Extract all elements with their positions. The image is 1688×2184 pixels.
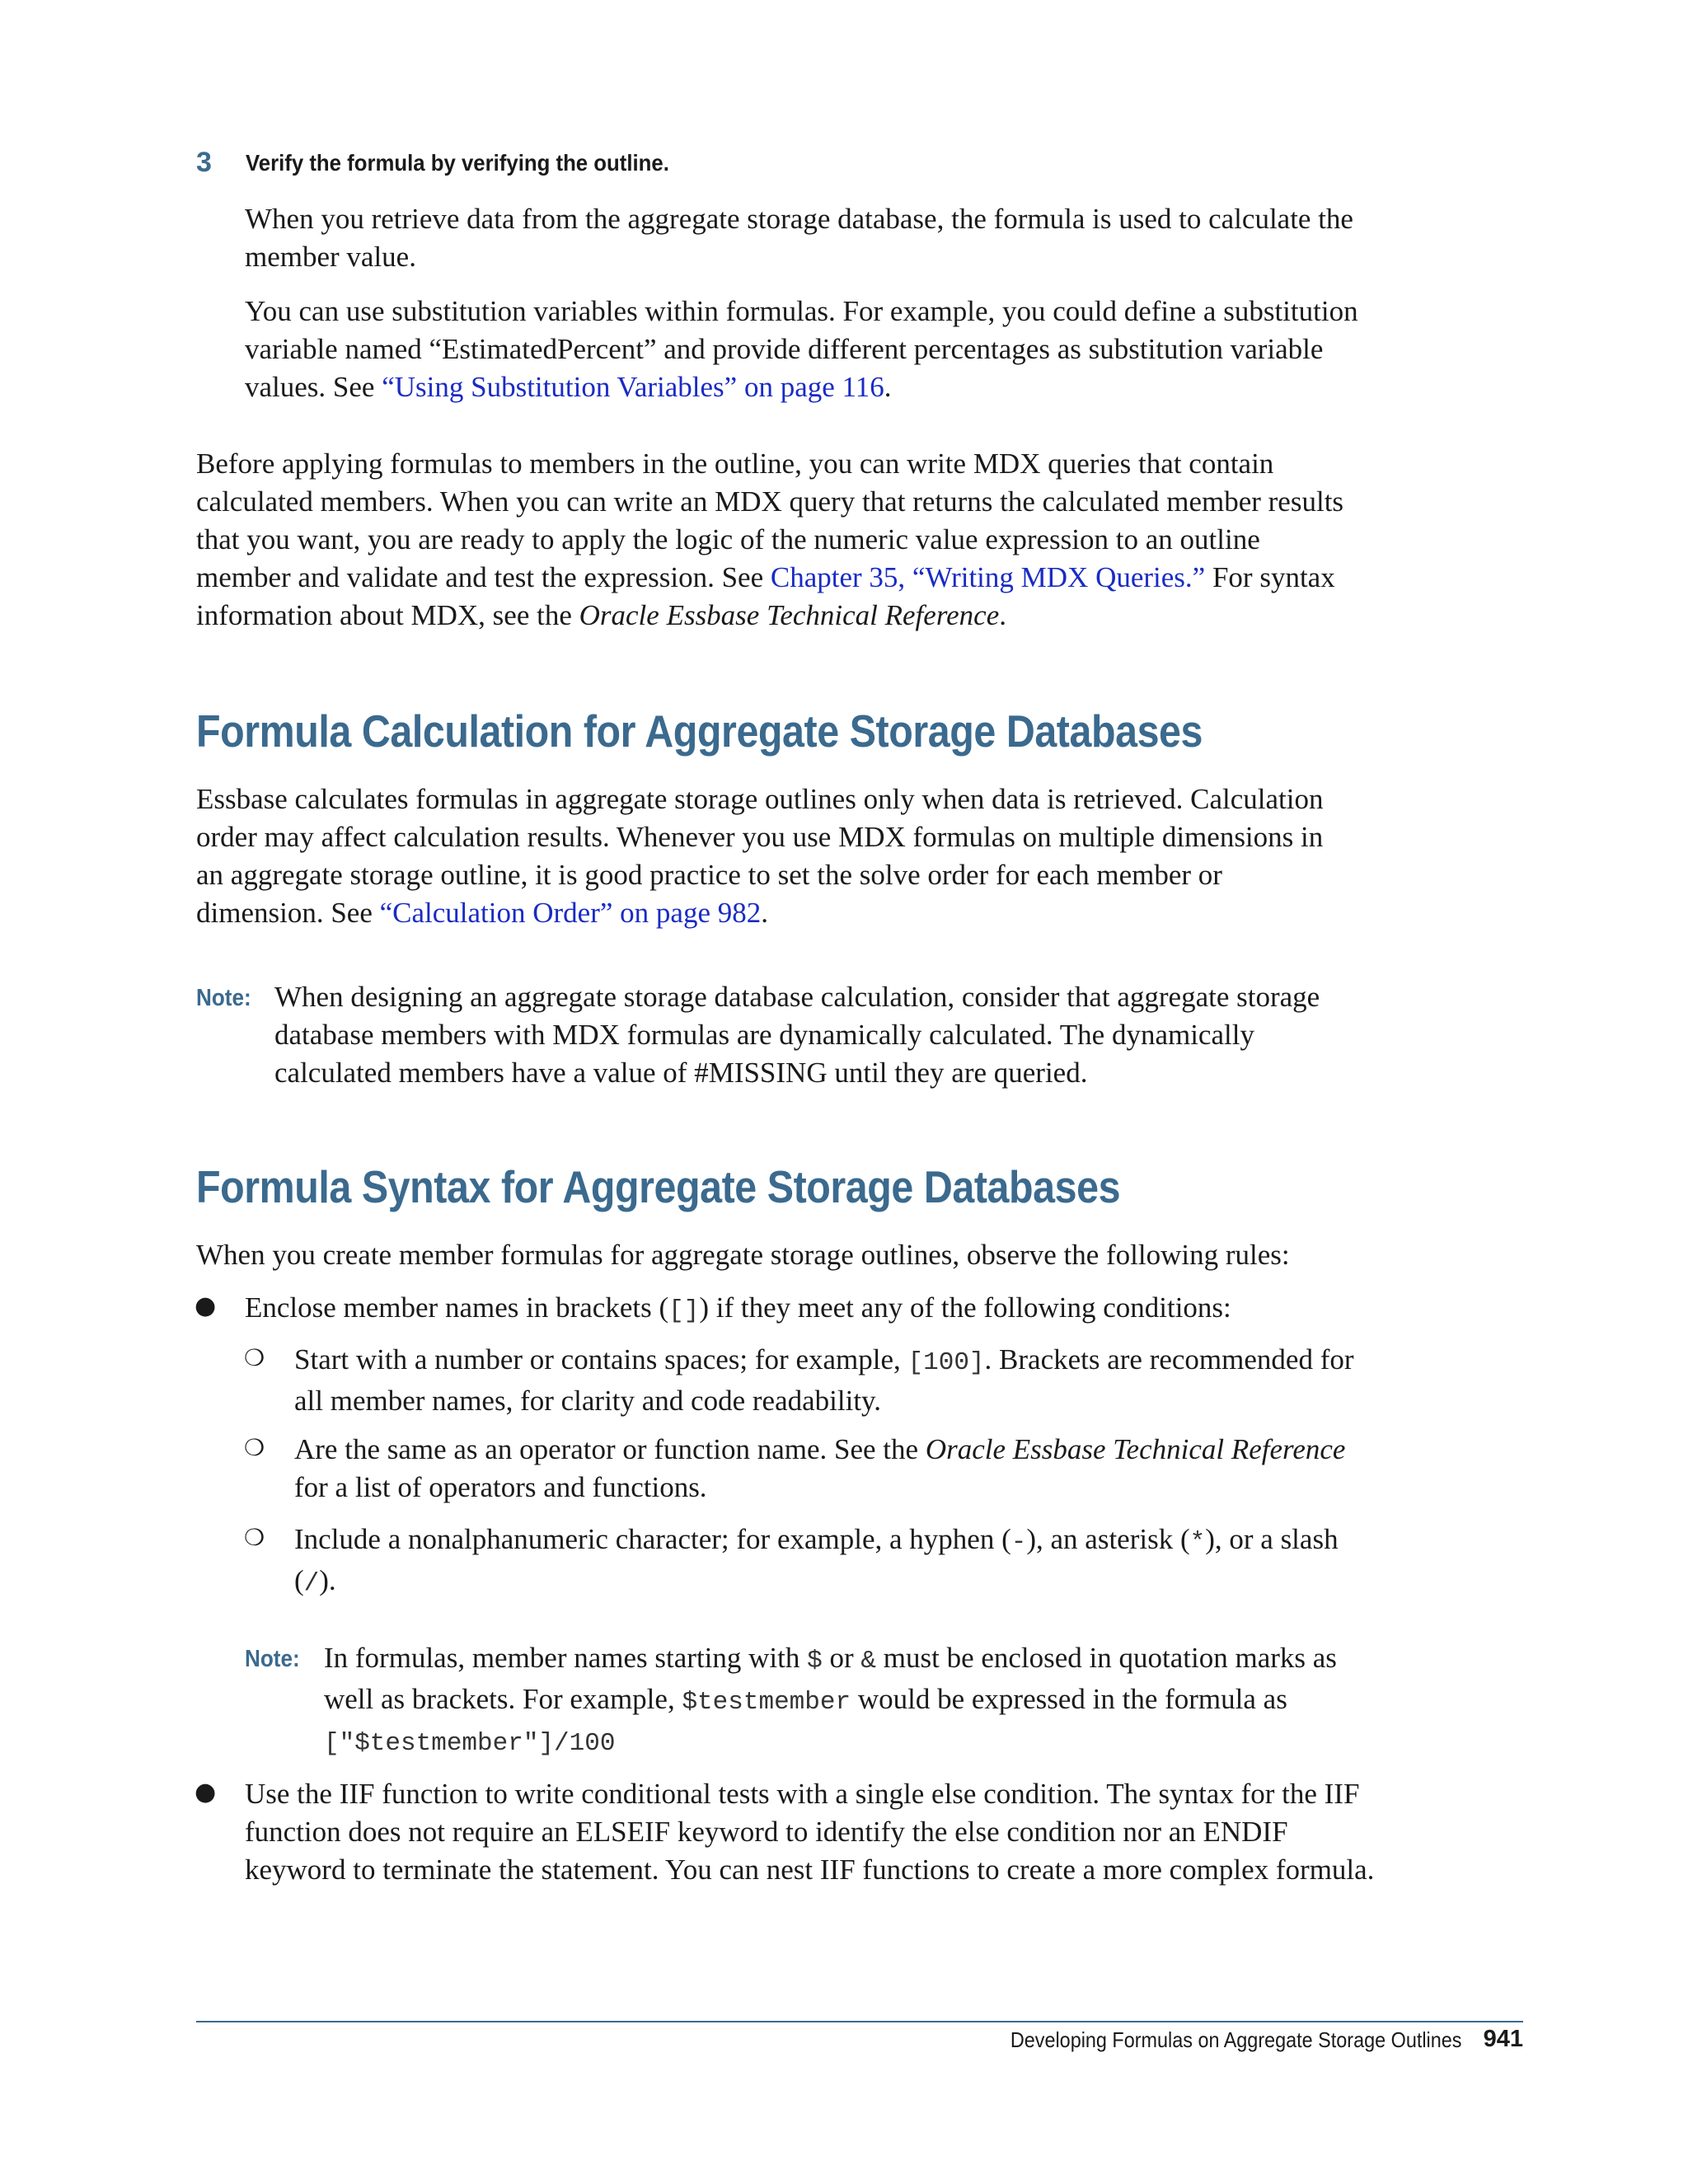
footer-chapter-title: Developing Formulas on Aggregate Storage Outlines bbox=[1010, 2027, 1461, 2052]
footer-page-number: 941 bbox=[1483, 2026, 1523, 2052]
link-using-substitution-variables[interactable]: “Using Substitution Variables” on page 116 bbox=[382, 371, 884, 403]
link-calculation-order[interactable]: “Calculation Order” on page 982 bbox=[379, 897, 762, 929]
sub-bullet-2-text: Are the same as an operator or function name. See the Oracle Essbase Technical Reference for a list of operators and functions. bbox=[294, 1433, 1346, 1503]
intro-paragraph: Before applying formulas to members in the outline, you can write MDX queries that contain calculated members. When you can write an MDX query that returns the calculated member results that you want, you are ready to apply the logic of the numeric value expression to an outline member and validate and test the expression. See Chapter 35, “Writing MDX Queries.” For syntax information about MDX, see the Oracle Essbase Technical Reference. bbox=[196, 448, 1344, 631]
step-3-paragraph-2: You can use substitution variables within formulas. For example, you could define a substitution variable named “EstimatedPercent” and provide different percentages as substitution variable values. See “Using Substitution Variables” on page 116. bbox=[245, 295, 1358, 403]
heading-formula-calculation: Formula Calculation for Aggregate Storage Databases bbox=[196, 705, 1203, 757]
note-label: Note: bbox=[245, 1646, 300, 1672]
link-chapter-35[interactable]: Chapter 35, “Writing MDX Queries.” bbox=[770, 561, 1206, 593]
step-3-paragraph-1: When you retrieve data from the aggregate storage database, the formula is used to calculate the member value. bbox=[245, 203, 1353, 273]
step-title: Verify the formula by verifying the outline. bbox=[246, 150, 669, 176]
heading-formula-syntax: Formula Syntax for Aggregate Storage Databases bbox=[196, 1161, 1121, 1212]
step-number: 3 bbox=[196, 147, 212, 178]
sub-bullet-icon: ❍ bbox=[244, 1344, 265, 1371]
sub-bullet-3-text: Include a nonalphanumeric character; for example, a hyphen (-), an asterisk (*), or a slash (/). bbox=[294, 1523, 1339, 1598]
sub-bullet-icon: ❍ bbox=[244, 1524, 265, 1551]
section-1-paragraph: Essbase calculates formulas in aggregate storage outlines only when data is retrieved. Calculation order may affect calculation results. Whenever you use MDX formulas on multiple dimensions in an aggregate storage outline, it is good practice to set the solve order for each member or dimension. See “Calculation Order” on page 982. bbox=[196, 783, 1324, 929]
note-text-member-names: In formulas, member names starting with $ or & must be enclosed in quotation marks as well as brackets. For example, $testmember would be expressed in the formula as ["$testmember"]/100 bbox=[324, 1642, 1337, 1758]
bullet-1-text: Enclose member names in brackets ([]) if they meet any of the following conditions: bbox=[245, 1291, 1231, 1325]
note-text: When designing an aggregate storage database calculation, consider that aggregate storage database members with MDX formulas are dynamically calculated. The dynamically calculated members have a value of #MISSING until they are queried. bbox=[274, 981, 1320, 1089]
sub-bullet-1-text: Start with a number or contains spaces; for example, [100]. Brackets are recommended for all member names, for clarity and code readability. bbox=[294, 1343, 1354, 1417]
bullet-2-text: Use the IIF function to write conditional tests with a single else condition. The syntax for the IIF function does not require an ELSEIF keyword to identify the else condition nor an ENDIF keyword to terminate the statement. You can nest IIF functions to create a more complex formula. bbox=[245, 1778, 1375, 1886]
footer-rule bbox=[196, 2021, 1523, 2022]
bullet-icon: ● bbox=[195, 1291, 217, 1320]
bullet-icon: ● bbox=[195, 1778, 217, 1807]
sub-bullet-icon: ❍ bbox=[244, 1434, 265, 1461]
section-2-intro: When you create member formulas for aggregate storage outlines, observe the following rules: bbox=[196, 1239, 1290, 1271]
note-label: Note: bbox=[196, 985, 251, 1011]
